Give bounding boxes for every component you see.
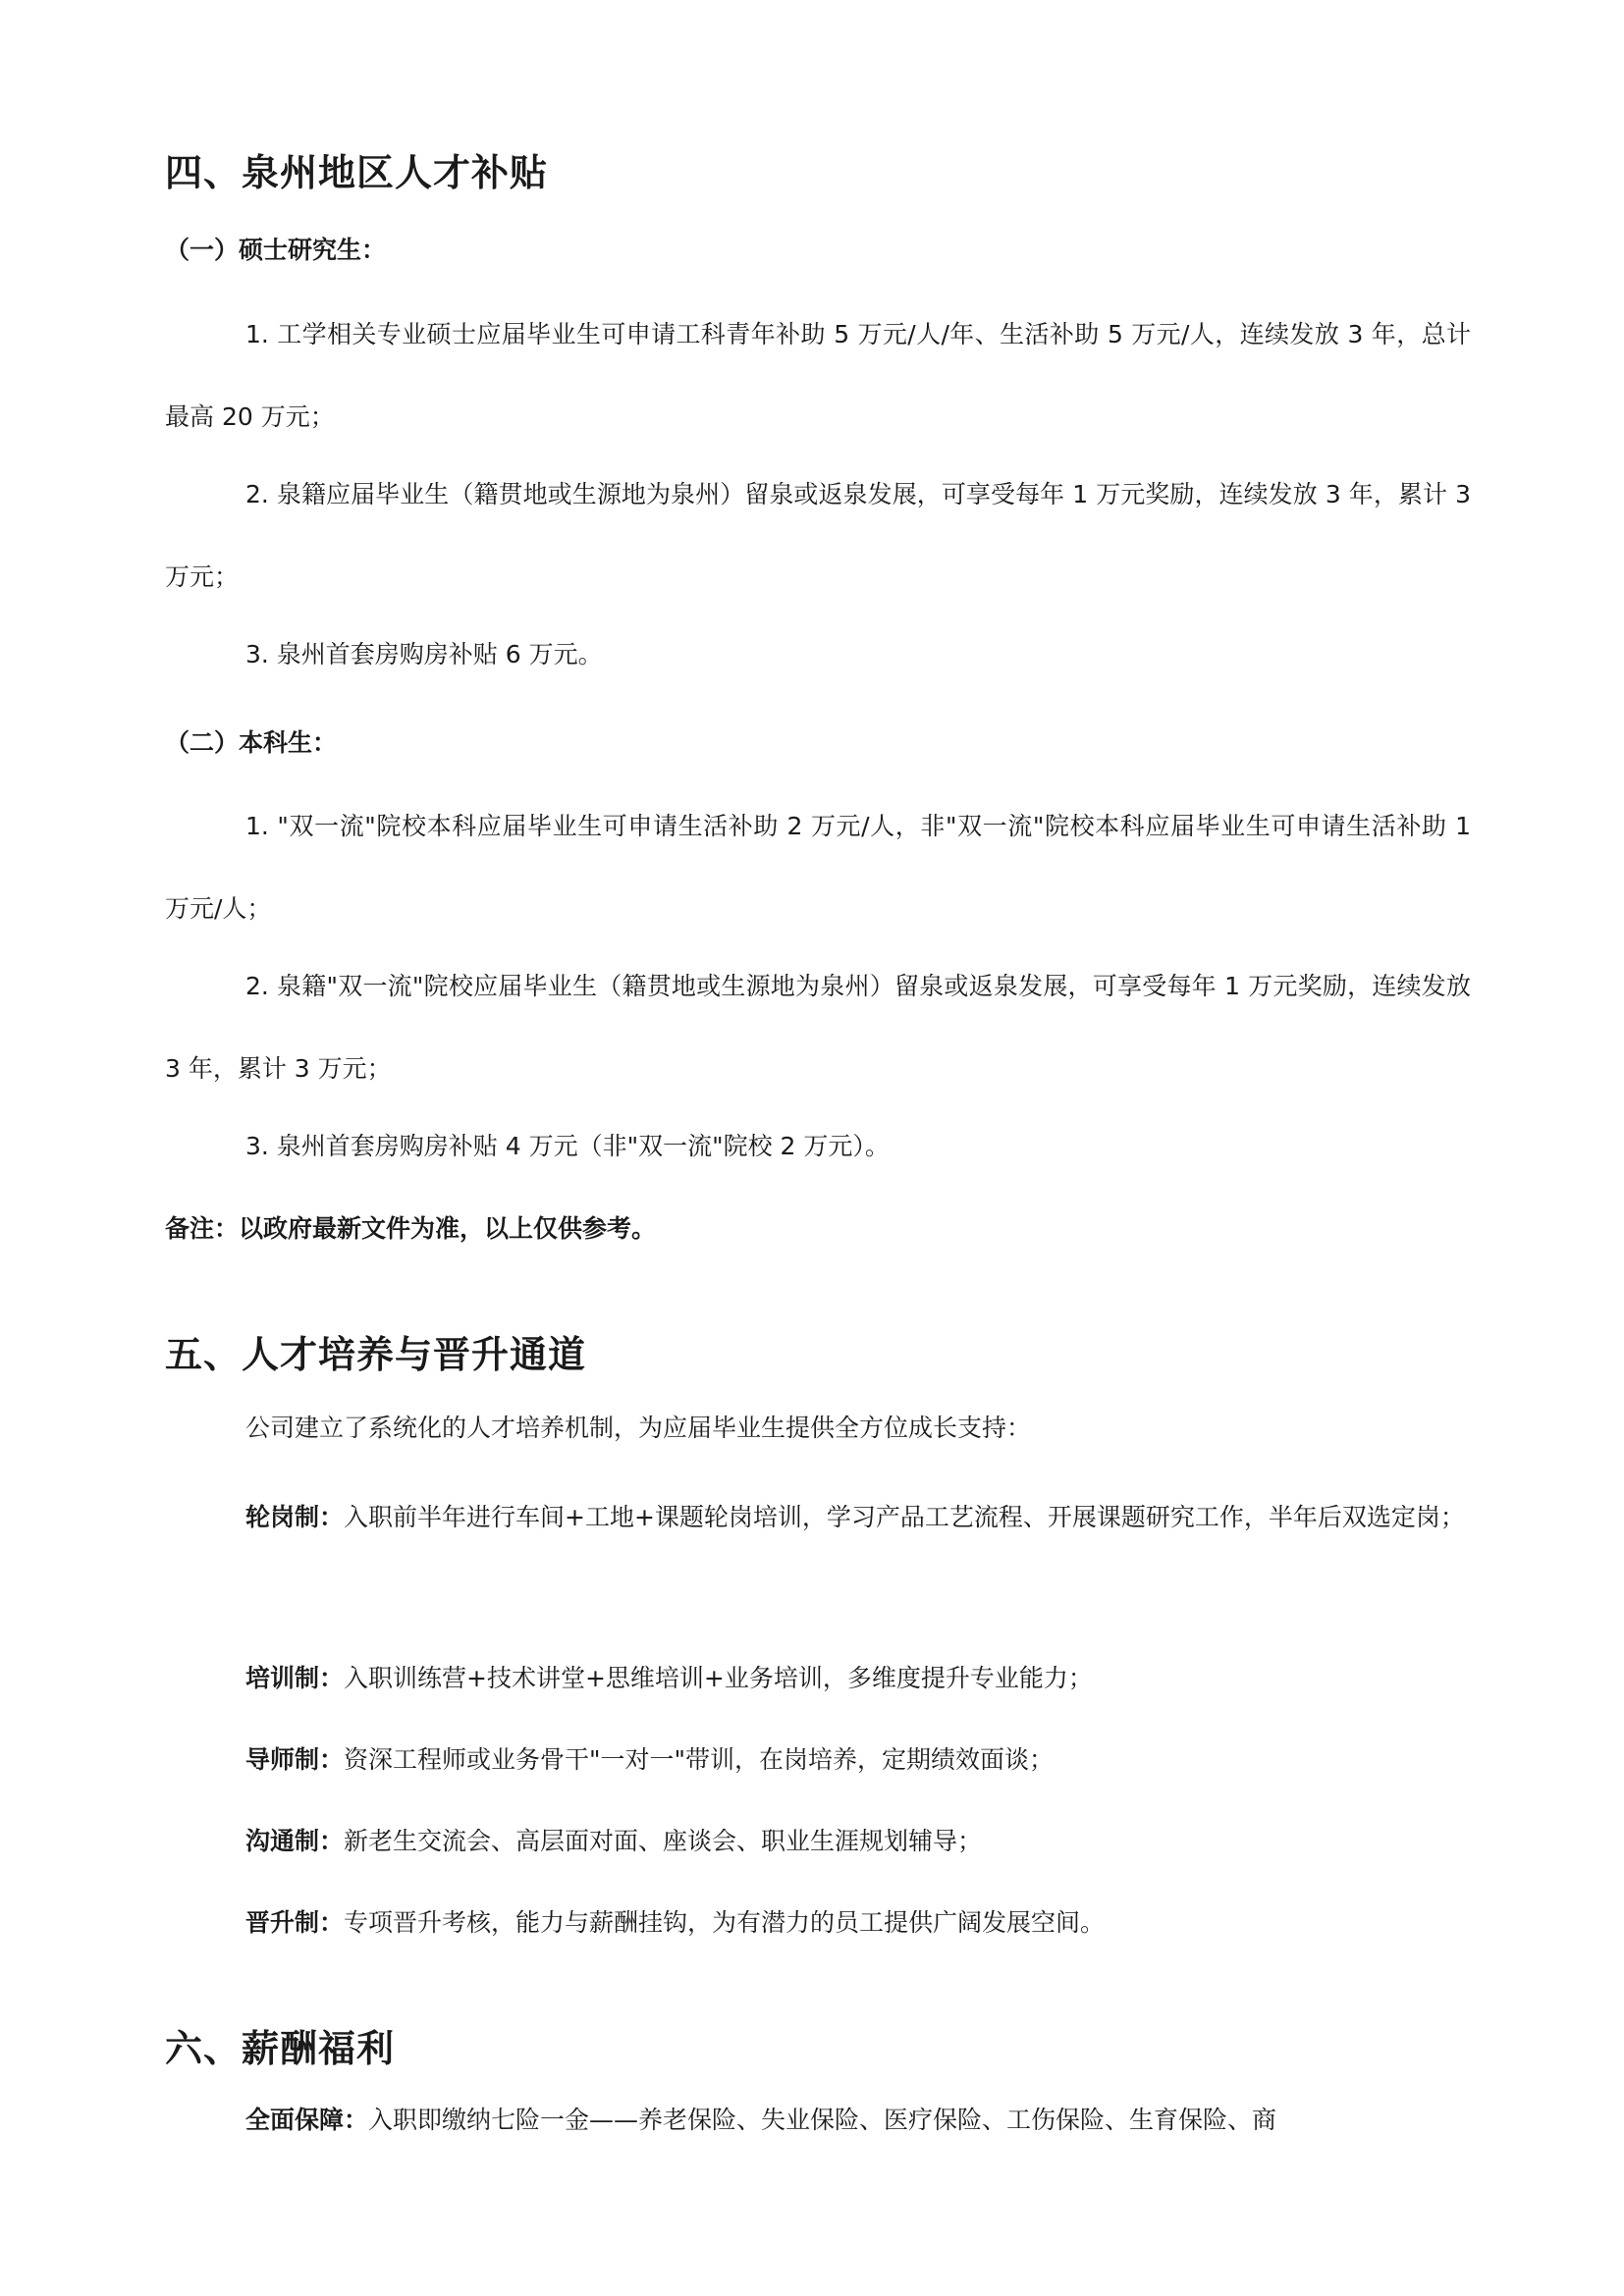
promotion-text: 专项晋升考核，能力与薪酬挂钩，为有潜力的员工提供广阔发展空间。 (344, 1908, 1106, 1937)
section-title-talent-subsidy: 四、泉州地区人才补贴 (165, 151, 549, 194)
communication-text: 新老生交流会、高层面对面、座谈会、职业生涯规划辅导； (344, 1827, 983, 1855)
rotation-label: 轮岗制： (245, 1503, 345, 1531)
communication-item (245, 1825, 982, 1858)
rotation-text: 入职前半年进行车间+工地+课题轮岗培训，学习产品工艺流程、开展课题研究工作，半年后双选定岗； (344, 1503, 1465, 1531)
training-item (245, 1662, 1093, 1695)
undergrad-item-3: 3. 泉州首套房购房补贴 4 万元（非"双一流"院校 2 万元）。 (245, 1132, 890, 1160)
promotion-label: 晋升制： (245, 1908, 345, 1937)
masters-item-3: 3. 泉州首套房购房补贴 6 万元。 (245, 640, 603, 668)
training-intro: 公司建立了系统化的人才培养机制，为应届毕业生提供全方位成长支持： (245, 1414, 1032, 1442)
subsection-title-undergrad: （二）本科生： (165, 728, 338, 757)
masters-item-1: 1. 工学相关专业硕士应届毕业生可申请工科青年补助 5 万元/人/年、生活补助 5 万元/人，连续发放 3 年，总计最高 20 万元； (165, 320, 1471, 431)
subsection-title-masters: （一）硕士研究生： (165, 236, 387, 264)
remark-note: 备注：以政府最新文件为准，以上仅供参考。 (165, 1214, 657, 1243)
section-title-compensation: 六、薪酬福利 (165, 2027, 396, 2070)
mentor-label: 导师制： (245, 1745, 345, 1774)
undergrad-item-1: 1. "双一流"院校本科应届毕业生可申请生活补助 2 万元/人，非"双一流"院校本科应届毕业生可申请生活补助 1 万元/人； (165, 812, 1471, 923)
masters-item-2: 2. 泉籍应届毕业生（籍贯地或生源地为泉州）留泉或返泉发展，可享受每年 1 万元奖励，连续发放 3 年，累计 3 万元； (165, 480, 1471, 591)
undergrad-item-2: 2. 泉籍"双一流"院校应届毕业生（籍贯地或生源地为泉州）留泉或返泉发展，可享受每年 1 万元奖励，连续发放 3 年，累计 3 万元； (165, 972, 1471, 1083)
benefit-item (245, 2104, 1276, 2137)
mentor-item (245, 1743, 1054, 1777)
benefit-label: 全面保障： (245, 2106, 369, 2134)
benefit-text: 入职即缴纳七险一金——养老保险、失业保险、医疗保险、工伤保险、生育保险、商 (368, 2106, 1277, 2134)
training-text: 入职训练营+技术讲堂+思维培训+业务培训，多维度提升专业能力； (344, 1664, 1093, 1692)
training-label: 培训制： (245, 1664, 345, 1692)
mentor-text: 资深工程师或业务骨干"一对一"带训，在岗培养，定期绩效面谈； (344, 1745, 1055, 1774)
communication-label: 沟通制： (245, 1827, 345, 1855)
rotation-item (165, 1476, 1471, 1559)
section-title-training-promotion: 五、人才培养与晋升通道 (165, 1333, 587, 1376)
promotion-item (245, 1906, 1105, 1940)
